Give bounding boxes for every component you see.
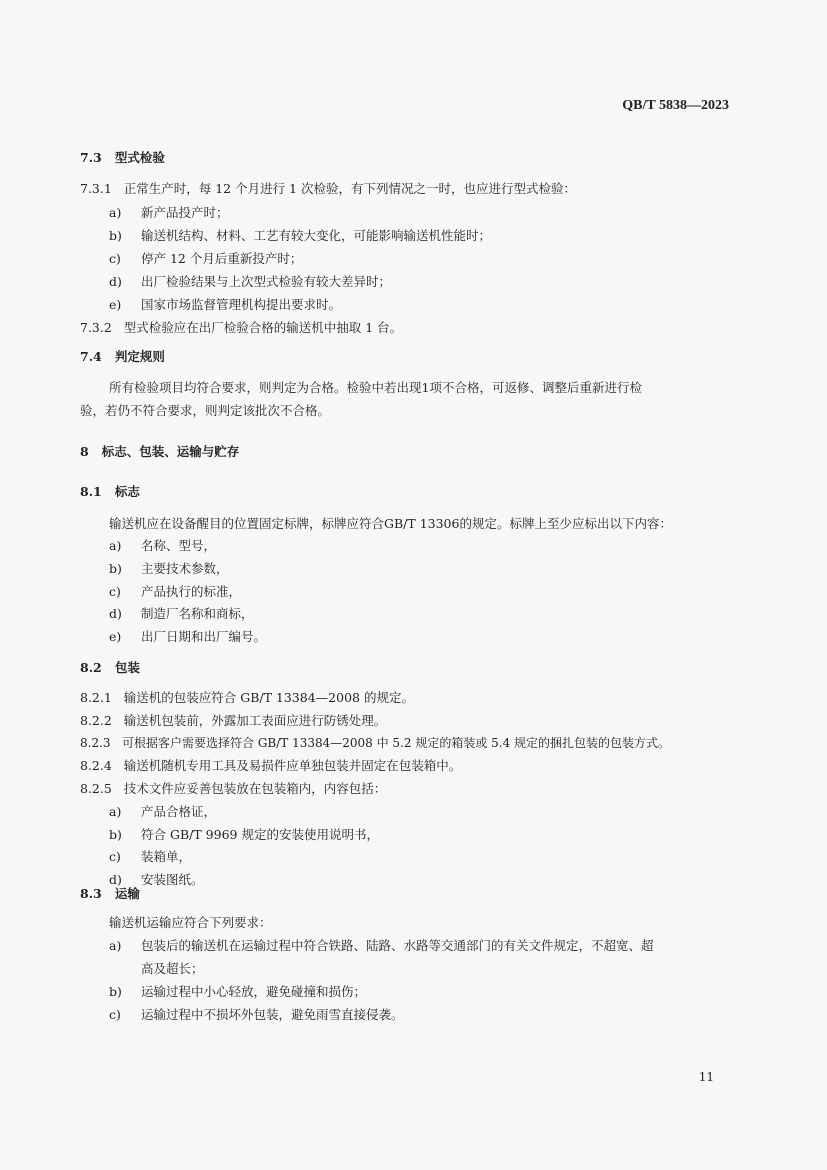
paragraph: 输送机运输应符合下列要求： [109, 915, 272, 930]
standard-number-header: QB/T 5838—2023 [622, 98, 729, 113]
section-7-3-heading [80, 150, 165, 166]
clause-8-2-3: 8.2.3 可根据客户需要选择符合 GB/T 13384—2008 中 5.2 规定的箱装或 5.4 规定的捆扎包装的包装方式。 [80, 736, 671, 750]
section-title: 型式检验 [114, 150, 165, 165]
list-item: e) 出厂日期和出厂编号。 [109, 629, 267, 644]
paragraph: 输送机应在设备醒目的位置固定标牌，标牌应符合GB/T 13306的规定。标牌上至少应标出以下内容： [109, 516, 672, 531]
list-item: a) 产品合格证， [109, 804, 217, 819]
list-item: b) 符合 GB/T 9969 规定的安装使用说明书， [109, 827, 379, 842]
page-number: 11 [698, 1070, 714, 1084]
list-item: d) 出厂检验结果与上次型式检验有较大差异时； [109, 274, 392, 289]
section-8-1-heading: 8.1 标志 [80, 484, 140, 499]
clause-number: 7.3.2 [80, 320, 112, 335]
clause-text: 正常生产时，每 12 个月进行 1 次检验，有下列情况之一时，也应进行型式检验： [123, 181, 576, 196]
list-item: a) 名称、型号， [109, 538, 217, 553]
list-item: c) 停产 12 个月后重新投产时； [109, 251, 303, 266]
list-item: b) 主要技术参数， [109, 561, 229, 576]
list-item: a) 包装后的输送机在运输过程中符合铁路、陆路、水路等交通部门的有关文件规定，不超宽、超 [109, 938, 654, 953]
section-8-3-heading: 8.3 运输 [80, 886, 140, 901]
clause-8-2-1: 8.2.1 输送机的包装应符合 GB/T 13384—2008 的规定。 [80, 690, 414, 705]
list-item: d) 制造厂名称和商标， [109, 606, 254, 621]
list-item: b) 输送机结构、材料、工艺有较大变化，可能影响输送机性能时； [109, 228, 492, 243]
clause-number: 7.3.1 [80, 181, 112, 196]
clause-8-2-5: 8.2.5 技术文件应妥善包装放在包装箱内，内容包括： [80, 781, 387, 796]
list-item: b) 运输过程中小心轻放，避免碰撞和损伤； [109, 984, 367, 999]
section-7-4-heading: 7.4 判定规则 [80, 349, 165, 364]
list-item: c) 运输过程中不损坏外包装，避免雨雪直接侵袭。 [109, 1007, 404, 1022]
list-item: c) 装箱单， [109, 849, 192, 864]
clause-8-2-2: 8.2.2 输送机包装前，外露加工表面应进行防锈处理。 [80, 713, 387, 728]
chapter-8-heading: 8 标志、包装、运输与贮存 [80, 444, 240, 459]
clause-7-3-1 [80, 181, 576, 197]
section-number: 7.3 [80, 150, 102, 165]
list-item-continued: 高及超长； [141, 961, 204, 976]
paragraph: 所有检验项目均符合要求，则判定为合格。检验中若出现1项不合格，可返修、调整后重新进行检 [109, 380, 642, 395]
section-8-2-heading: 8.2 包装 [80, 660, 140, 675]
list-item: c) 产品执行的标准， [109, 584, 242, 599]
clause-8-2-4: 8.2.4 输送机随机专用工具及易损件应单独包装并固定在包装箱中。 [80, 758, 462, 773]
clause-7-3-2 [80, 320, 402, 336]
list-item: d) 安装图纸。 [109, 872, 204, 887]
list-item: a) 新产品投产时； [109, 205, 229, 220]
paragraph-continued: 验，若仍不符合要求，则判定该批次不合格。 [80, 403, 331, 418]
clause-text: 型式检验应在出厂检验合格的输送机中抽取 1 台。 [123, 320, 403, 335]
list-item: e) 国家市场监督管理机构提出要求时。 [109, 297, 342, 312]
